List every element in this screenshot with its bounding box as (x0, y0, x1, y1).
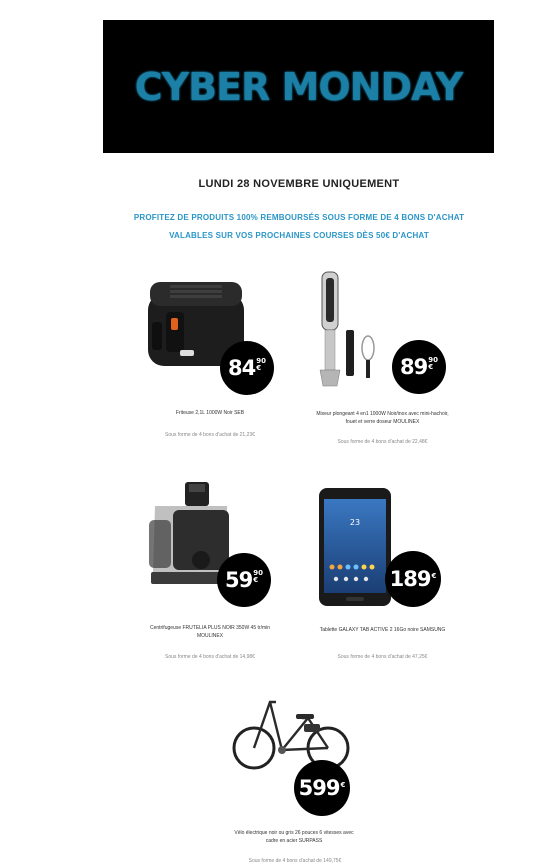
voucher-text-tablet: Sous forme de 4 bons d'achat de 47,25€ (337, 654, 428, 660)
svg-text:23: 23 (349, 518, 361, 527)
date-line: LUNDI 28 NOVEMBRE UNIQUEMENT (198, 178, 400, 190)
product-name-blender[interactable]: Mixeur plongeant 4 en1 1000W Noir/inox avec mini-hachoir, fouet et verre doseur MOULINEX (316, 411, 449, 425)
voucher-text-juicer: Sous forme de 4 bons d'achat de 14,98€ (165, 654, 255, 660)
price-cents: 90 (428, 356, 438, 364)
promo-line-1: PROFITEZ DE PRODUITS 100% REMBOURSÉS SOUS FORME DE 4 BONS D'ACHAT (133, 213, 465, 222)
price-cents: 90 (256, 357, 266, 365)
price-currency: € (431, 571, 437, 580)
voucher-text-fryer: Sous forme de 4 bons d'achat de 21,23€ (165, 432, 255, 438)
price-integer: 84 (228, 356, 256, 380)
price-badge-tablet (385, 551, 441, 607)
hand-blender-image[interactable] (310, 268, 390, 393)
price-badge-ebike (294, 760, 350, 816)
price-integer: 189 (389, 567, 431, 591)
price-currency: € (340, 780, 346, 789)
price-badge-blender (392, 340, 446, 394)
price-currency: € (256, 364, 262, 372)
price-integer: 599 (298, 776, 340, 800)
promo-line-2: VALABLES SUR VOS PROCHAINES COURSES DÈS 50€ D'ACHAT (169, 231, 429, 240)
price-cents: 90 (253, 569, 263, 577)
cyber-monday-banner[interactable] (103, 20, 494, 153)
voucher-text-blender: Sous forme de 4 bons d'achat de 22,48€ (337, 439, 428, 445)
tablet-image[interactable] (318, 487, 392, 607)
banner-title: CYBER MONDAY (134, 64, 463, 109)
product-name-ebike[interactable]: Vélo électrique noir ou gris 26 pouces 6 vitesses avec cadre en acier SURPASS (234, 830, 354, 844)
product-name-tablet[interactable]: Tablette GALAXY TAB ACTIVE 2 16Go noire SAMSUNG (319, 627, 446, 633)
product-name-juicer[interactable]: Centrifugeuse FRUTELIA PLUS NOIR 350W 45 tr/min MOULINEX (149, 625, 271, 639)
price-badge-fryer (220, 341, 274, 395)
price-currency: € (253, 576, 259, 584)
voucher-text-ebike: Sous forme de 4 bons d'achat de 149,75€ (248, 858, 342, 864)
product-name-fryer[interactable]: Friteuse 2,1L 1000W Noir SEB (175, 410, 245, 416)
price-badge-juicer (217, 553, 271, 607)
price-currency: € (428, 363, 434, 371)
price-integer: 89 (400, 355, 428, 379)
price-integer: 59 (225, 568, 253, 592)
